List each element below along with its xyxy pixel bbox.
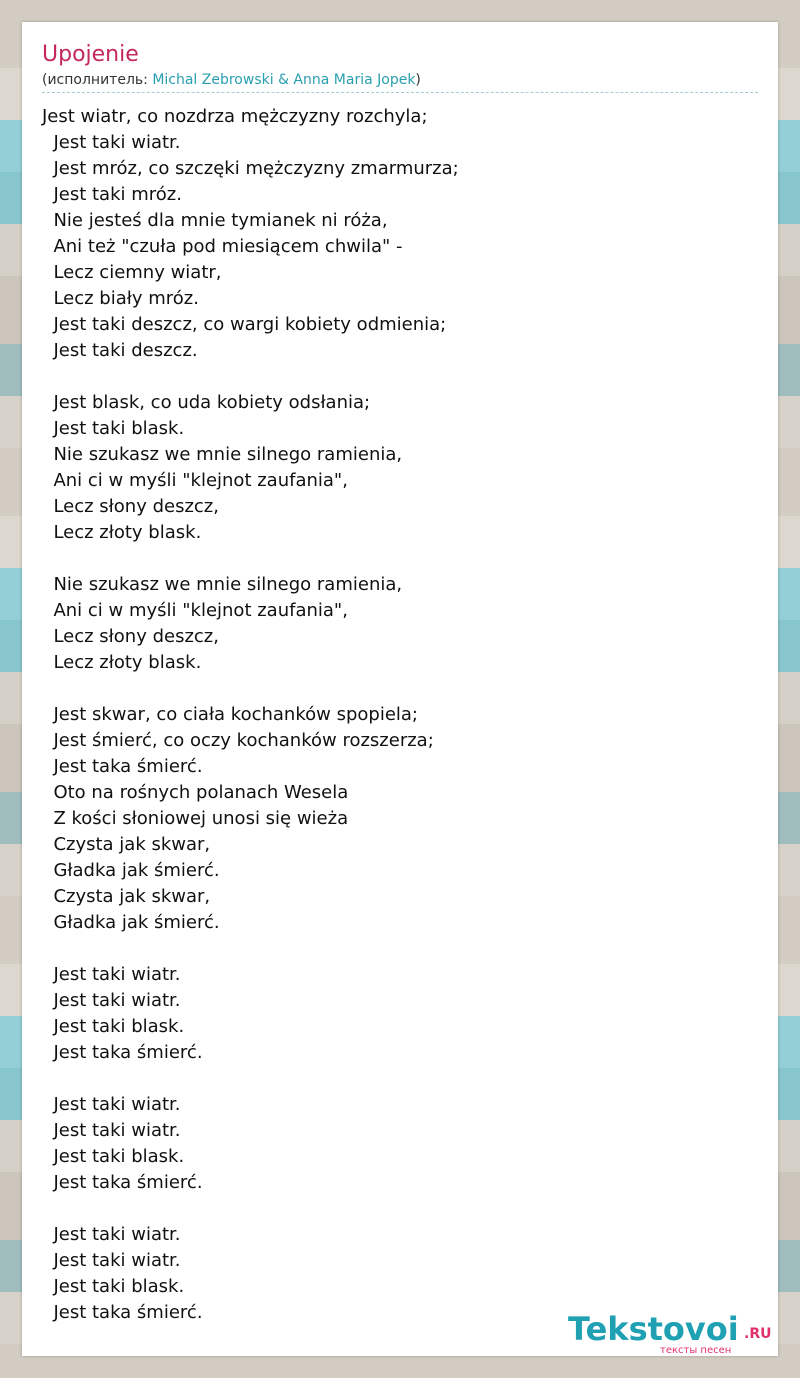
lyrics-card [22, 22, 778, 1356]
lyrics-text: Jest wiatr, co nozdrza mężczyzny rozchyla; Jest taki wiatr. Jest mróz, co szczęki mężczyzny zmarmurza; Jest taki mróz. Nie jesteś dla mnie tymianek ni róża, Ani też "czuła pod miesiącem chwila" - Lecz ciemny wiatr, Lecz biały mróz. Jest taki deszcz, co wargi kobiety odmienia; Jest taki deszcz. Jest blask, co uda kobiety odsłania; Jest taki blask. Nie szukasz we mnie silnego ramienia, Ani ci w myśli "klejnot zaufania", Lecz słony deszcz, Lecz złoty blask. Nie szukasz we mnie silnego ramienia, Ani ci w myśli "klejnot zaufania", Lecz słony deszcz, Lecz złoty blask. Jest skwar, co ciała kochanków spopiela; Jest śmierć, co oczy kochanków rozszerza; Jest taka śmierć. Oto na rośnych polanach Wesela Z kości słoniowej unosi się wieża Czysta jak skwar, Gładka jak śmierć. Czysta jak skwar, Gładka jak śmierć. Jest taki wiatr. Jest taki wiatr. Jest taki blask. Jest taka śmierć. Jest taki wiatr. Jest taki wiatr. Jest taki blask. Jest taka śmierć. Jest taki wiatr. Jest taki wiatr. Jest taki blask. Jest taka śmierć. [42, 106, 459, 1323]
artist-line [42, 72, 758, 93]
logo-name: Tekstovoi [568, 1310, 739, 1348]
artist-suffix: ) [415, 72, 421, 88]
song-title: Upojenie [42, 42, 139, 67]
site-logo[interactable] [568, 1310, 778, 1356]
logo-tagline: тексты песен [660, 1345, 732, 1356]
artist-link[interactable]: Michal Zebrowski & Anna Maria Jopek [152, 72, 416, 88]
logo-domain: .RU [744, 1326, 772, 1342]
artist-prefix: (исполнитель: [42, 72, 153, 88]
